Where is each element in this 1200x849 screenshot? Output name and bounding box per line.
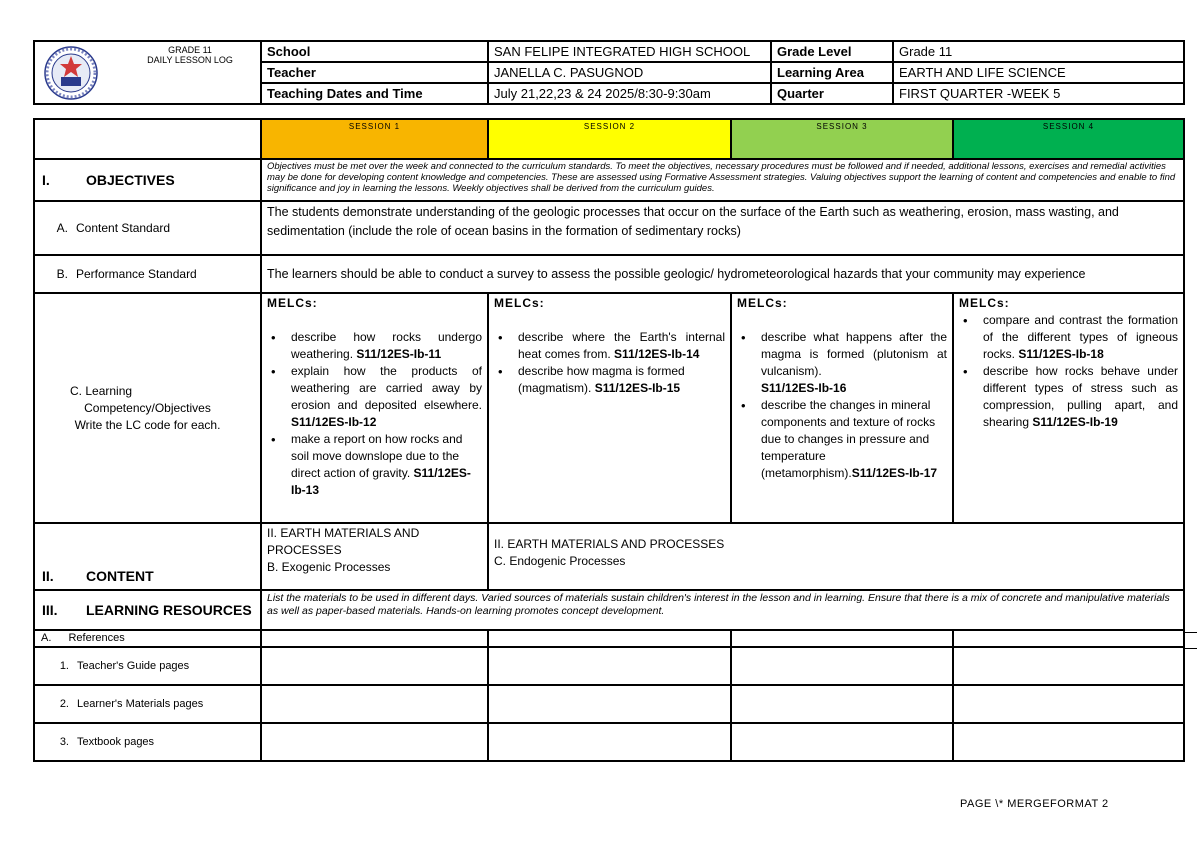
learners-materials-cell bbox=[261, 685, 488, 723]
session-1-content bbox=[261, 523, 488, 590]
references-number: A. bbox=[41, 632, 52, 644]
deped-seal-icon bbox=[43, 46, 99, 100]
quarter-value: FIRST QUARTER -WEEK 5 bbox=[893, 83, 1184, 104]
melcs-label: MELCs: bbox=[494, 296, 545, 310]
grade-level-value: Grade 11 bbox=[893, 41, 1184, 62]
competency-label-line1: Learning bbox=[85, 383, 133, 398]
references-cell bbox=[261, 630, 488, 647]
textbook-cell bbox=[953, 723, 1184, 761]
teacher-label: Teacher bbox=[261, 62, 488, 83]
page-footer: PAGE \* MERGEFORMAT 2 bbox=[960, 798, 1109, 810]
competency-number: C. bbox=[70, 383, 82, 398]
teachers-guide-number: 1. bbox=[59, 659, 69, 672]
learning-resources-heading bbox=[34, 590, 261, 630]
objectives-title: OBJECTIVES bbox=[86, 171, 175, 188]
textbook-label-cell bbox=[34, 723, 261, 761]
performance-standard-number: B. bbox=[56, 266, 68, 281]
teachers-guide-cell bbox=[488, 647, 731, 685]
melcs-label: MELCs: bbox=[267, 296, 318, 310]
references-cell bbox=[731, 630, 953, 647]
grade-text: GRADE 11 bbox=[168, 45, 212, 55]
teaching-dates-value: July 21,22,23 & 24 2025/8:30-9:30am bbox=[488, 83, 771, 104]
sessions-2-4-content bbox=[488, 523, 1184, 590]
session-2-header: SESSION 2 bbox=[488, 119, 731, 159]
session-1-melc-list bbox=[267, 329, 482, 499]
learners-materials-cell bbox=[488, 685, 731, 723]
session-1-content-line2: B. Exogenic Processes bbox=[267, 560, 391, 574]
teachers-guide-label-cell bbox=[34, 647, 261, 685]
session-2-content-line1: II. EARTH MATERIALS AND PROCESSES bbox=[494, 537, 725, 551]
content-standard-label-cell bbox=[34, 201, 261, 255]
melc-item: • describe how magma is formed (magmatism). S11/12ES-Ib-15 bbox=[518, 363, 725, 397]
daily-lesson-log-text: DAILY LESSON LOG bbox=[147, 55, 233, 65]
content-title: CONTENT bbox=[86, 568, 154, 584]
logo-cell bbox=[34, 41, 261, 104]
references-cell bbox=[488, 630, 731, 647]
content-standard-number: A. bbox=[56, 220, 68, 235]
session-4-competencies bbox=[953, 293, 1184, 523]
melc-item: • explain how the products of weathering are carried away by erosion and deposited elsewhere. S11/12ES-Ib-12 bbox=[291, 363, 482, 431]
melcs-label: MELCs: bbox=[737, 296, 788, 310]
content-number: II. bbox=[42, 568, 54, 584]
competency-label-line3: Write the LC code for each. bbox=[74, 417, 221, 432]
objectives-heading bbox=[34, 159, 261, 201]
learning-area-value: EARTH AND LIFE SCIENCE bbox=[893, 62, 1184, 83]
performance-standard-label-cell bbox=[34, 255, 261, 293]
quarter-label: Quarter bbox=[771, 83, 893, 104]
objectives-number: I. bbox=[42, 171, 50, 188]
session-3-melc-list bbox=[737, 329, 947, 482]
melc-item: • describe where the Earth's internal heat comes from. S11/12ES-Ib-14 bbox=[518, 329, 725, 363]
teacher-value: JANELLA C. PASUGNOD bbox=[488, 62, 771, 83]
learning-resources-note: List the materials to be used in different days. Varied sources of materials sustain children's interest in the lesson and in learning. Ensure that there is a mix of concrete and manipulative materials as well as paper-based materials. Hands-on learning promotes concept development. bbox=[261, 590, 1184, 630]
learners-materials-number: 2. bbox=[59, 697, 69, 710]
textbook-cell bbox=[731, 723, 953, 761]
session-1-competencies bbox=[261, 293, 488, 523]
learning-area-label: Learning Area bbox=[771, 62, 893, 83]
objectives-note: Objectives must be met over the week and connected to the curriculum standards. To meet the objectives, necessary procedures must be followed and if needed, additional lessons, exercises and remedial activities may be done for developing content knowledge and competencies. These are assessed using Formative Assessment strategies. Valuing objectives support the learning of content and competencies and enable to find significance and joy in learning the lessons. Weekly objectives shall be derived from the curriculum guides. bbox=[261, 159, 1184, 201]
melcs-label: MELCs: bbox=[959, 296, 1010, 310]
teachers-guide-cell bbox=[261, 647, 488, 685]
competency-label-cell bbox=[34, 293, 261, 523]
melc-item: • describe how rocks undergo weathering. S11/12ES-Ib-11 bbox=[291, 329, 482, 363]
textbook-cell bbox=[261, 723, 488, 761]
session-4-header: SESSION 4 bbox=[953, 119, 1184, 159]
melc-item: • describe how rocks behave under different types of stress such as compression, pulling apart, and shearing S11/12ES-Ib-19 bbox=[983, 363, 1178, 431]
melc-item: • compare and contrast the formation of the different types of igneous rocks. S11/12ES-Ib-18 bbox=[983, 312, 1178, 363]
content-standard-text: The students demonstrate understanding of the geologic processes that occur on the surface of the Earth such as weathering, erosion, mass wasting, and sedimentation (include the role of ocean basins in the formation of sedimentary rocks) bbox=[261, 201, 1184, 255]
session-2-content-line2: C. Endogenic Processes bbox=[494, 554, 626, 568]
learners-materials-label-cell bbox=[34, 685, 261, 723]
learners-materials-cell bbox=[731, 685, 953, 723]
teachers-guide-label: Teacher's Guide pages bbox=[77, 659, 190, 672]
session-1-content-line1: II. EARTH MATERIALS AND PROCESSES bbox=[267, 526, 420, 557]
references-cell bbox=[953, 630, 1184, 647]
lesson-log-table bbox=[33, 118, 1185, 762]
teaching-dates-label: Teaching Dates and Time bbox=[261, 83, 488, 104]
session-1-header: SESSION 1 bbox=[261, 119, 488, 159]
melc-item: • describe what happens after the magma is formed (plutonism at vulcanism). S11/12ES-Ib-16 bbox=[761, 329, 947, 397]
session-2-competencies bbox=[488, 293, 731, 523]
overflow-cell-edge bbox=[1184, 632, 1197, 649]
performance-standard-label: Performance Standard bbox=[76, 266, 197, 281]
header-table bbox=[33, 40, 1185, 105]
school-value: SAN FELIPE INTEGRATED HIGH SCHOOL bbox=[488, 41, 771, 62]
learners-materials-cell bbox=[953, 685, 1184, 723]
blank-corner-cell bbox=[34, 119, 261, 159]
teachers-guide-cell bbox=[731, 647, 953, 685]
teachers-guide-cell bbox=[953, 647, 1184, 685]
competency-label-line2: Competency/Objectives bbox=[84, 400, 211, 415]
textbook-cell bbox=[488, 723, 731, 761]
learning-resources-number: III. bbox=[42, 601, 58, 618]
school-label: School bbox=[261, 41, 488, 62]
session-4-melc-list bbox=[959, 312, 1178, 431]
session-2-melc-list bbox=[494, 329, 725, 397]
performance-standard-text: The learners should be able to conduct a survey to assess the possible geologic/ hydrometeorological hazards that your community may experience bbox=[261, 255, 1184, 293]
references-label: References bbox=[68, 632, 125, 644]
textbook-number: 3. bbox=[59, 735, 69, 748]
content-heading bbox=[34, 523, 261, 590]
melc-item: • make a report on how rocks and soil move downslope due to the direct action of gravity. S11/12ES-Ib-13 bbox=[291, 431, 482, 499]
melc-item: • describe the changes in mineral components and texture of rocks due to changes in pressure and temperature (metamorphism).S11/12ES-Ib-17 bbox=[761, 397, 947, 482]
learners-materials-label: Learner's Materials pages bbox=[77, 697, 204, 710]
content-standard-label: Content Standard bbox=[76, 220, 171, 235]
log-title bbox=[125, 45, 255, 65]
session-3-header: SESSION 3 bbox=[731, 119, 953, 159]
references-label-cell bbox=[34, 630, 261, 647]
session-3-competencies bbox=[731, 293, 953, 523]
grade-level-label: Grade Level bbox=[771, 41, 893, 62]
textbook-label: Textbook pages bbox=[77, 735, 155, 748]
learning-resources-title: LEARNING RESOURCES bbox=[86, 601, 252, 618]
